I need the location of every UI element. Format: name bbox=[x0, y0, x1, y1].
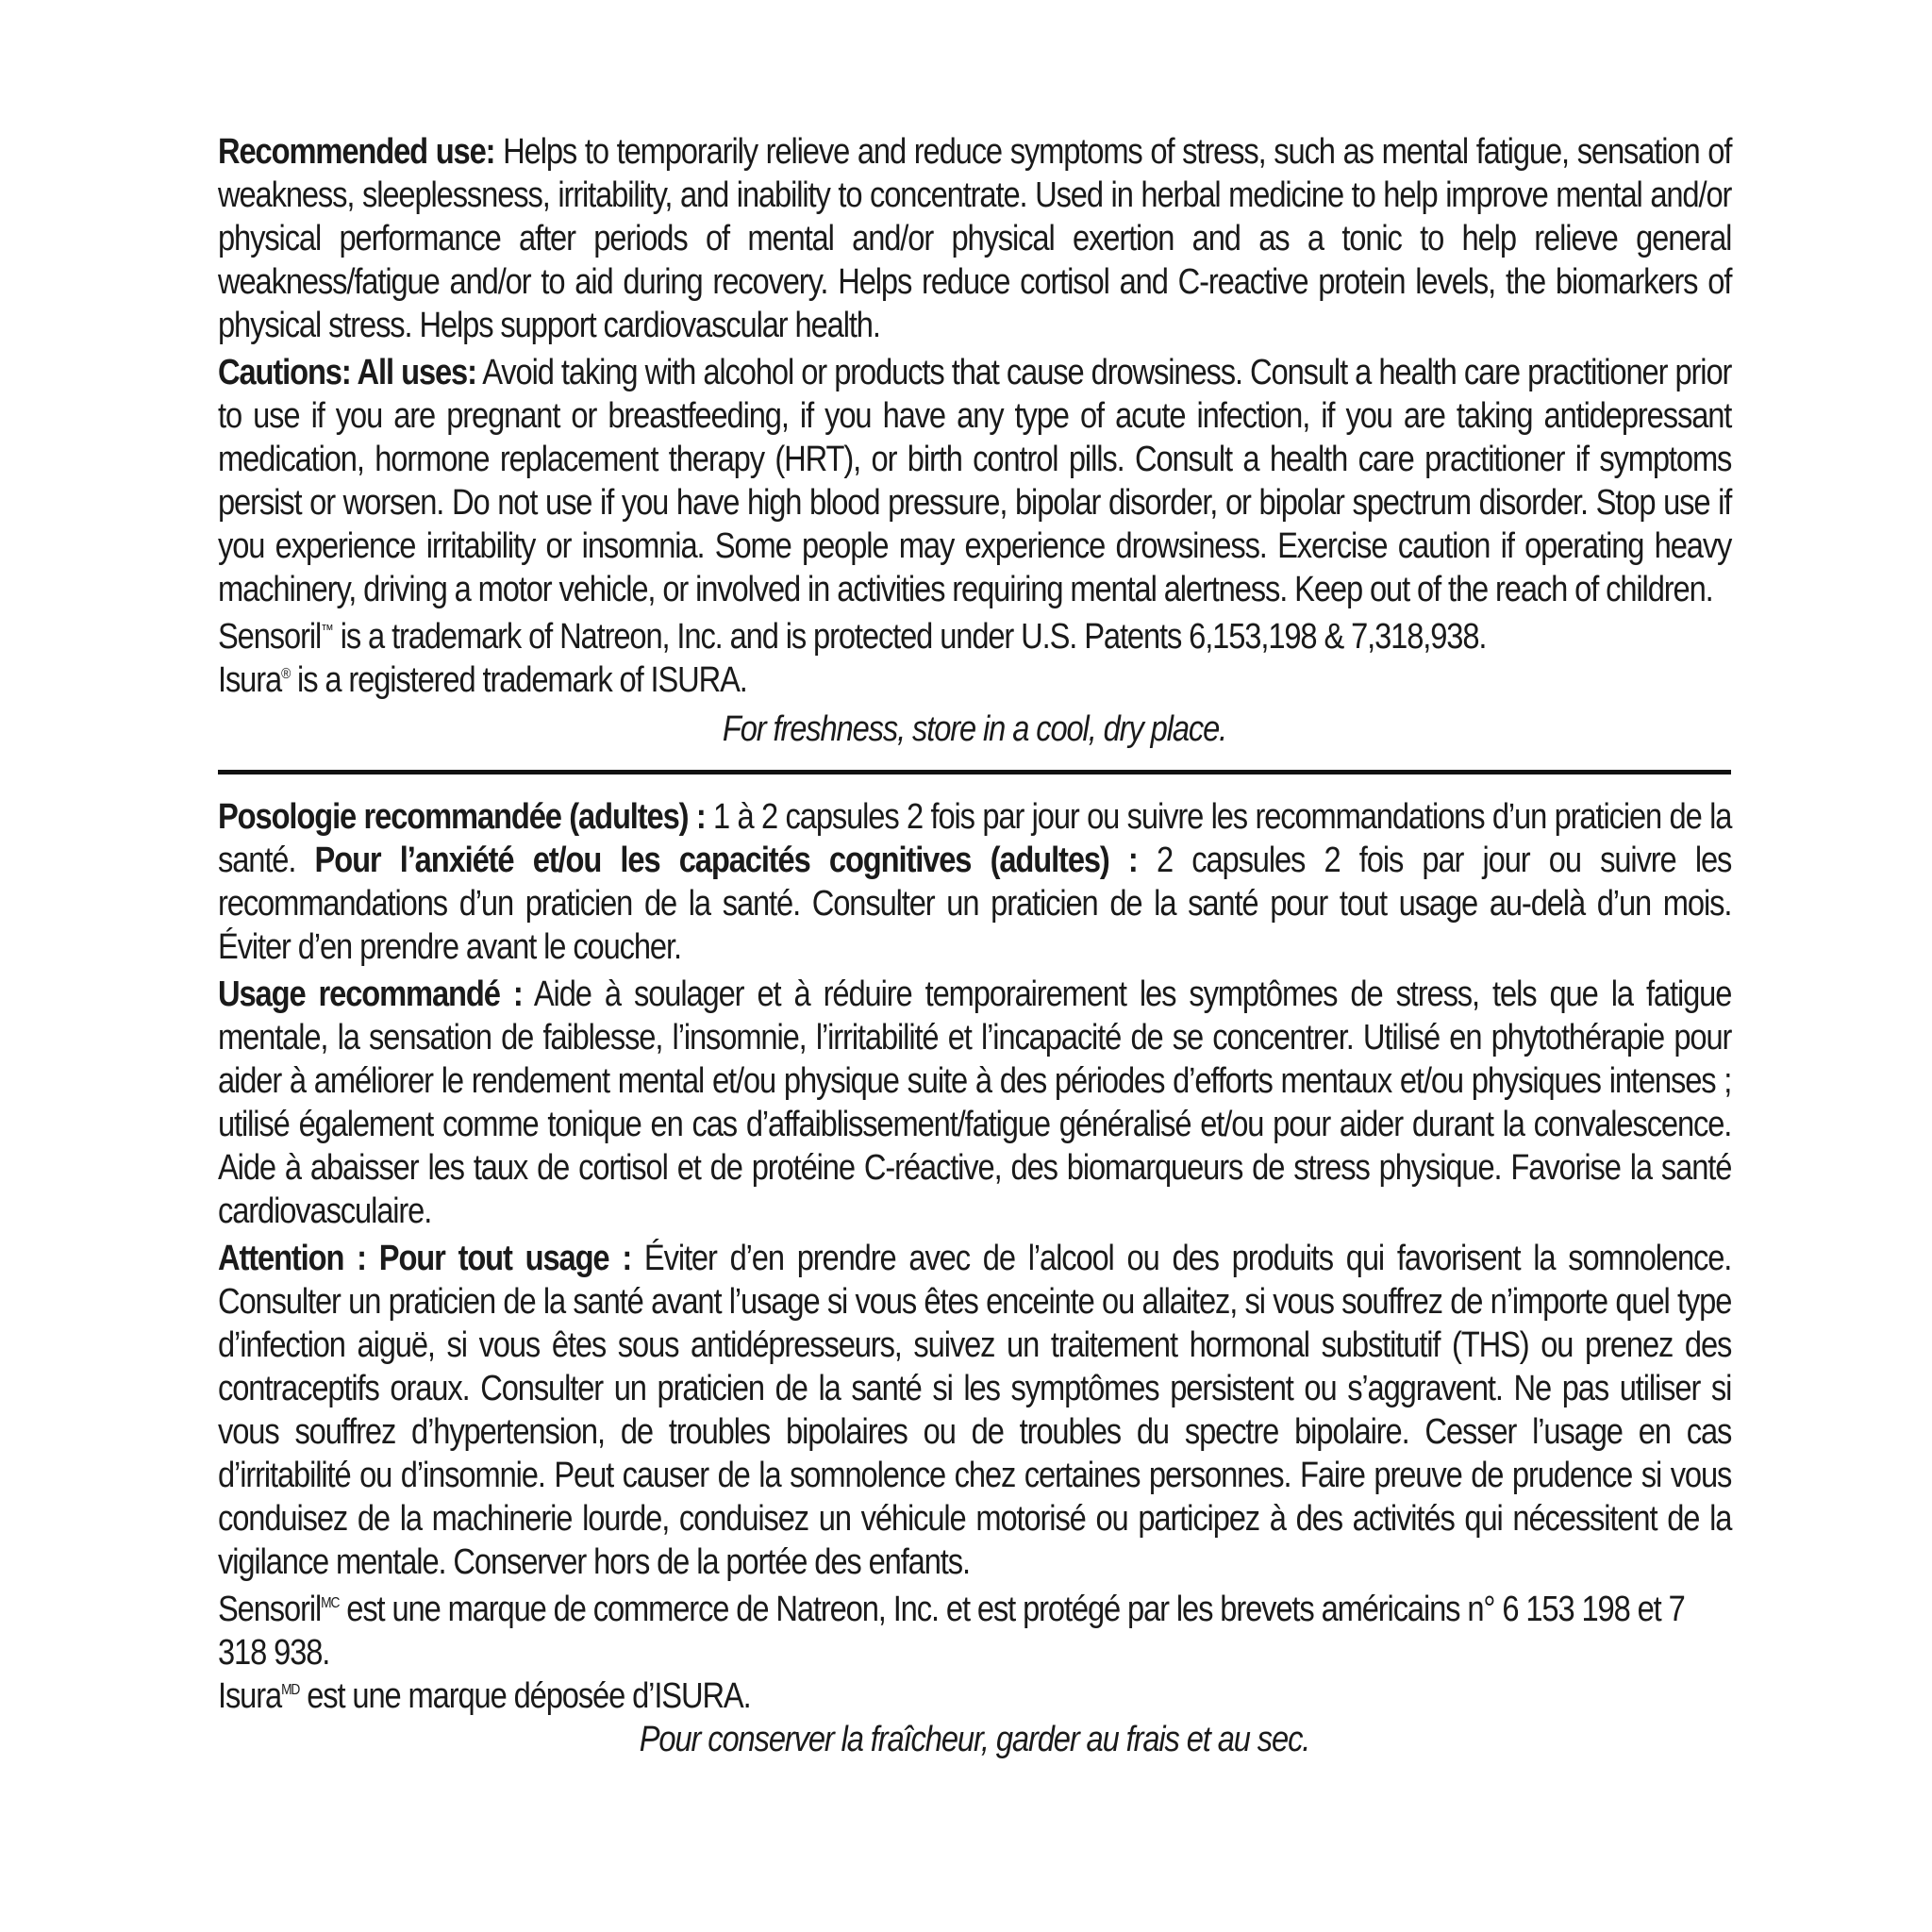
storage-note-fr: Pour conserver la fraîcheur, garder au frais et au sec. bbox=[639, 1720, 1310, 1759]
sensoril-name-fr: Sensoril bbox=[218, 1590, 322, 1629]
trademark-symbol: ™ bbox=[321, 623, 333, 639]
recommended-use-paragraph bbox=[218, 130, 1731, 347]
attention-paragraph bbox=[218, 1237, 1731, 1584]
cautions-text: Avoid taking with alcohol or products that cause drowsiness. Consult a health care practitioner prior to use if you are pregnant or breastfeeding, if you have any type of acute infection, if you are taking antidepressant medication, hormone replacement therapy (HRT), or birth control pills. Consult a health care practitioner if symptoms persist or worsen. Do not use if you have high blood pressure, bipolar disorder, or bipolar spectrum disorder. Stop use if you experience irritability or insomnia. Some people may experience drowsiness. Exercise caution if operating heavy machinery, driving a motor vehicle, or involved in activities requiring mental alertness. Keep out of the reach of children. bbox=[218, 353, 1732, 609]
registered-symbol: ® bbox=[281, 666, 291, 682]
usage-text: Aide à soulager et à réduire temporairement les symptômes de stress, tels que la fatigue mentale, la sensation de faiblesse, l’insomnie, l’irritabilité et l’incapacité de se concentrer. Utilisé en phytothérapie pour aider à améliorer le rendement mental et/ou physique suite à des périodes d’efforts mentaux et/ou physiques intenses ; utilisé également comme tonique en cas d’affaiblissement/fatigue généralisé et/ou pour aider durant la convalescence. Aide à abaisser les taux de cortisol et de protéine C-réactive, des biomarqueurs de stress physique. Favorise la santé cardiovasculaire. bbox=[218, 974, 1732, 1231]
md-symbol: MD bbox=[281, 1682, 300, 1698]
isura-trademark-text-fr: est une marque déposée d’ISURA. bbox=[299, 1676, 751, 1716]
posologie-text: 1 à 2 capsules 2 fois par jour ou suivre les recommandations d’un praticien de la santé. bbox=[218, 797, 1732, 880]
sensoril-trademark-en bbox=[218, 615, 1731, 658]
cautions-paragraph bbox=[218, 351, 1731, 611]
isura-trademark-en bbox=[218, 658, 1731, 702]
isura-trademark-fr bbox=[218, 1674, 1731, 1718]
mc-symbol: MC bbox=[321, 1595, 340, 1611]
storage-note-en: For freshness, store in a cool, dry place. bbox=[722, 709, 1227, 749]
attention-label: Attention : Pour tout usage : bbox=[218, 1239, 632, 1278]
anxiety-text: 2 capsules 2 fois par jour ou suivre les recommandations d’un praticien de la santé. Consulter un praticien de la santé pour tout usage au-delà d’un mois. Éviter d’en prendre avant le coucher. bbox=[218, 841, 1732, 967]
isura-name-fr: Isura bbox=[218, 1676, 282, 1716]
isura-name: Isura bbox=[218, 660, 282, 700]
anxiety-label: Pour l’anxiété et/ou les capacités cognitives (adultes) : bbox=[314, 841, 1138, 880]
usage-paragraph bbox=[218, 973, 1731, 1233]
product-label-text bbox=[218, 130, 1731, 1761]
english-section bbox=[218, 130, 1731, 751]
isura-trademark-text: is a registered trademark of ISURA. bbox=[290, 660, 747, 700]
french-section bbox=[218, 795, 1731, 1761]
sensoril-trademark-text-fr: est une marque de commerce de Natreon, Inc. et est protégé par les brevets américains n° 6 153 198 et 7 318 938. bbox=[218, 1590, 1685, 1673]
sensoril-trademark-fr bbox=[218, 1588, 1731, 1674]
attention-text: Éviter d’en prendre avec de l’alcool ou des produits qui favorisent la somnolence. Consulter un praticien de la santé avant l’usage si vous êtes enceinte ou allaitez, si vous souffrez de n’importe quel type d’infection aiguë, si vous êtes sous antidépresseurs, suivez un traitement hormonal substitutif (THS) ou prenez des contraceptifs oraux. Consulter un praticien de la santé si les symptômes persistent ou s’aggravent. Ne pas utiliser si vous souffrez d’hypertension, de troubles bipolaires ou de troubles du spectre bipolaire. Cesser l’usage en cas d’irritabilité ou d’insomnie. Peut causer de la somnolence chez certaines personnes. Faire preuve de prudence si vous conduisez de la machinerie lourde, conduisez un véhicule motorisé ou participez à des activités qui nécessitent de la vigilance mentale. Conserver hors de la portée des enfants. bbox=[218, 1239, 1732, 1582]
recommended-use-text: Helps to temporarily relieve and reduce symptoms of stress, such as mental fatigue, sensation of weakness, sleeplessness, irritability, and inability to concentrate. Used in herbal medicine to help improve mental and/or physical performance after periods of mental and/or physical exertion and as a tonic to help relieve general weakness/fatigue and/or to aid during recovery. Helps reduce cortisol and C-reactive protein levels, the biomarkers of physical stress. Helps support cardiovascular health. bbox=[218, 132, 1732, 345]
posologie-paragraph bbox=[218, 795, 1731, 969]
usage-label: Usage recommandé : bbox=[218, 974, 523, 1014]
sensoril-trademark-text: is a trademark of Natreon, Inc. and is protected under U.S. Patents 6,153,198 & 7,318,938. bbox=[332, 617, 1487, 657]
section-divider bbox=[218, 770, 1731, 774]
sensoril-name: Sensoril bbox=[218, 617, 322, 657]
cautions-label: Cautions: All uses: bbox=[218, 353, 476, 392]
posologie-label: Posologie recommandée (adultes) : bbox=[218, 797, 706, 837]
recommended-use-label: Recommended use: bbox=[218, 132, 495, 172]
